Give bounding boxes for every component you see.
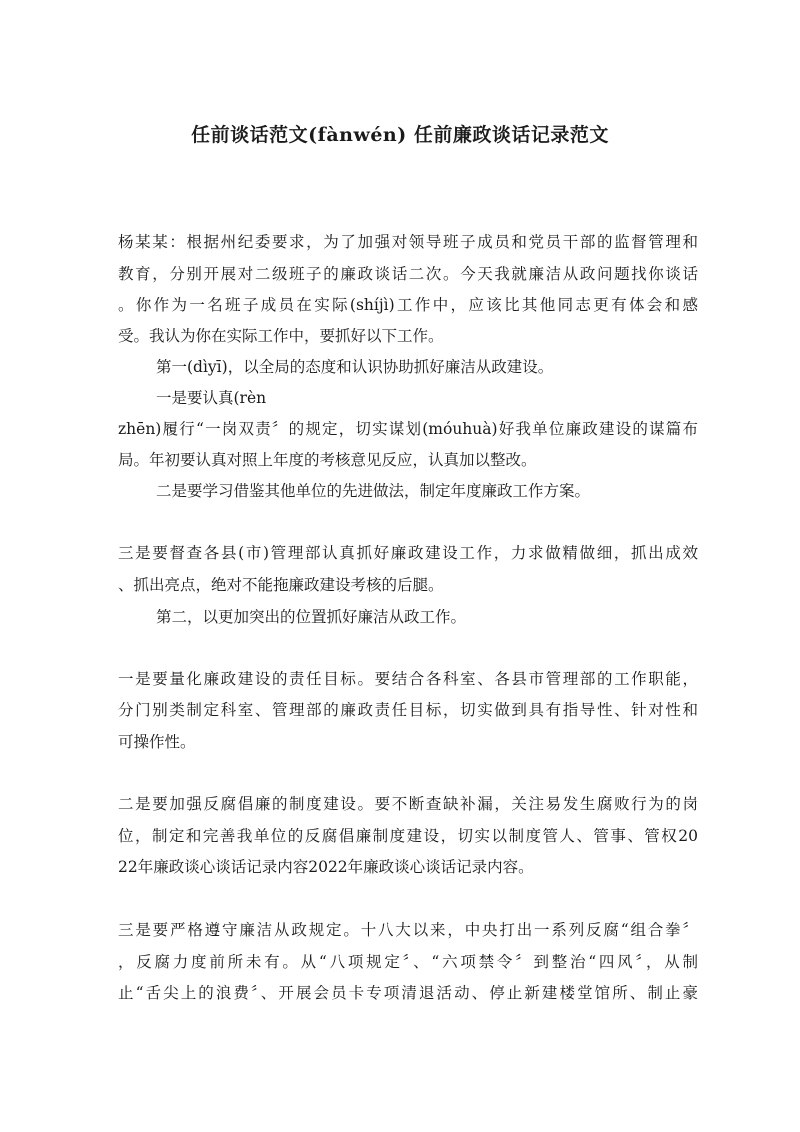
- paragraph-line: 止“舌尖上的浪费〞、开展会员卡专项清退活动、停止新建楼堂馆所、制止豪: [118, 984, 698, 1002]
- paragraph-line: ，反腐力度前所未有。从“八项规定〞、“六项禁令〞到整治“四风〞，从制: [118, 953, 698, 971]
- paragraph-line: 22年廉政谈心谈话记录内容2022年廉政谈心谈话记录内容。: [118, 858, 534, 876]
- paragraph-line: 。你作为一名班子成员在实际(shíjì)工作中，应该比其他同志更有体会和感: [118, 296, 698, 314]
- paragraph-line: 杨某某：根据州纪委要求，为了加强对领导班子成员和党员干部的监督管理和: [118, 233, 698, 251]
- paragraph-line: 教育，分别开展对二级班子的廉政谈话二次。今天我就廉洁从政问题找你谈话: [118, 265, 698, 283]
- paragraph-line: 三是要督查各县(市)管理部认真抓好廉政建设工作，力求做精做细，抓出成效: [118, 544, 698, 562]
- paragraph-line: 位，制定和完善我单位的反腐倡廉制度建设，切实以制度管人、管事、管权20: [118, 827, 698, 845]
- paragraph-line: 三是要严格遵守廉洁从政规定。十八大以来，中央打出一系列反腐“组合拳〞: [118, 921, 698, 939]
- paragraph-line: 、抓出亮点，绝对不能拖廉政建设考核的后腿。: [118, 576, 444, 594]
- paragraph-line: 二是要加强反腐倡廉的制度建设。要不断查缺补漏，关注易发生腐败行为的岗: [118, 795, 698, 813]
- paragraph-line: 受。我认为你在实际工作中，要抓好以下工作。: [118, 327, 444, 345]
- paragraph-line: 第一(dìyī)，以全局的态度和认识协助抓好廉洁从政建设。: [156, 358, 554, 376]
- paragraph-line: 可操作性。: [118, 733, 196, 751]
- paragraph-line: 一是要认真(rèn: [156, 389, 267, 407]
- paragraph-line: zhēn)履行“一岗双责〞的规定，切实谋划(móuhuà)好我单位廉政建设的谋篇布: [118, 420, 698, 438]
- paragraph-line: 局。年初要认真对照上年度的考核意见反应，认真加以整改。: [118, 451, 537, 469]
- paragraph-line: 第二，以更加突出的位置抓好廉洁从政工作。: [156, 608, 467, 626]
- document-title: 任前谈话范文(fànwén) 任前廉政谈话记录范文: [191, 124, 609, 146]
- paragraph-line: 二是要学习借鉴其他单位的先进做法，制定年度廉政工作方案。: [156, 482, 591, 500]
- paragraph-line: 一是要量化廉政建设的责任目标。要结合各科室、各县市管理部的工作职能，: [118, 670, 698, 688]
- paragraph-line: 分门别类制定科室、管理部的廉政责任目标，切实做到具有指导性、针对性和: [118, 701, 698, 719]
